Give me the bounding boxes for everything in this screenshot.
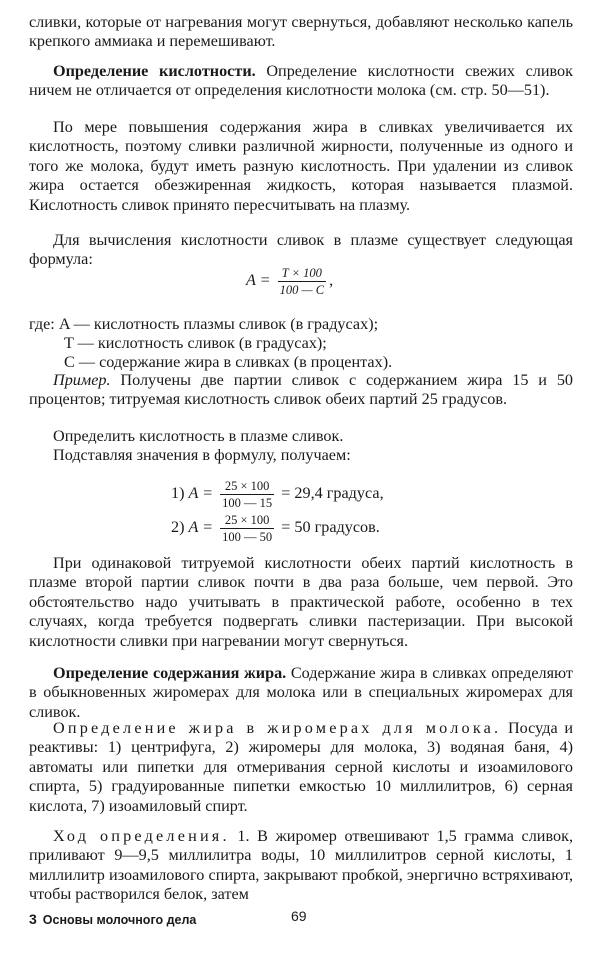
formula-main-numerator: T × 100 <box>278 266 326 282</box>
legend-a: A — кислотность плазмы сливок (в градусах); <box>58 315 379 333</box>
example-label: Пример. <box>53 371 111 389</box>
paragraph-procedure <box>29 827 573 905</box>
paragraph-cream-ammonia: сливки, которые от нагревания могут свернуться, добавляют несколько капель крепкого аммиака и перемешивают. <box>29 13 573 51</box>
heading-fat-in-milk-butyrometers: Определение жира в жиромерах для молока. <box>53 719 502 737</box>
paragraph-substitute: Подставляя значения в формулу, получаем: <box>53 446 351 464</box>
paragraph-example <box>29 371 573 410</box>
heading-acidity: Определение кислотности. <box>53 62 256 80</box>
paragraph-equipment-text: Посуда и реактивы: 1) центрифуга, 2) жиромеры для молока, 3) водяная баня, 4) автоматы или пипетки для отмеривания серной кислоты и изоамилового спирта, 5) градуированные пипетки емкостью 10 миллилитров, 6) серная кислота, 7) изоамиловый спирт. <box>29 719 573 815</box>
paragraph-conclusion: При одинаковой титруемой кислотности обеих партий кислотность в плазме второй партии сливок почти в два раза больше, чем первой. Это обстоятельство надо учитывать в практической работе, особенно в тех случаях, когда требуется подвергать сливки пастеризации. При высокой кислотности сливки при нагревании могут свернуться. <box>29 554 573 650</box>
formula-main-lhs: A = <box>246 271 271 290</box>
legend-t-line: T — кислотность сливок (в градусах); <box>64 334 327 352</box>
heading-procedure: Ход определения. <box>53 827 230 845</box>
formula-main <box>246 266 333 297</box>
footer-signature-title: Основы молочного дела <box>42 913 197 927</box>
formula-2-lhs: A = <box>188 518 214 537</box>
formula-1-lhs: A = <box>188 484 214 503</box>
formula-1-result: = 29,4 градуса, <box>281 484 384 503</box>
legend-prefix: где: <box>29 315 55 333</box>
paragraph-formula-intro: Для вычисления кислотности сливок в плазме существует следующая формула: <box>29 231 573 269</box>
formula-2-fraction <box>220 513 274 544</box>
paragraph-procedure-text: 1. В жиромер отвешивают 1,5 грамма сливок, приливают 9—9,5 миллилитра воды, 10 миллилитров серной кислоты, 1 миллилитр изоамилового спирта, закрывают пробкой, энергично встряхивают, чтобы растворился белок, затем <box>29 827 574 904</box>
footer-signature <box>29 911 196 927</box>
formula-1-denominator: 100 — 15 <box>222 496 273 510</box>
paragraph-plasma-explanation: По мере повышения содержания жира в сливках увеличивается их кислотность, поэтому сливки различной жирности, полученные из одного и того же молока, будут иметь разную кислотность. При удалении из сливок жира остается обезжиренная жидкость, которая называется плазмой. Кислотность сливок принято пересчитывать на плазму. <box>29 118 573 214</box>
formula-main-denominator: 100 — C <box>279 283 325 297</box>
formula-2-label: 2) <box>171 518 185 537</box>
formula-1-fraction <box>220 479 274 510</box>
formula-2-denominator: 100 — 50 <box>222 530 273 544</box>
paragraph-acidity-definition <box>29 62 573 101</box>
formula-1-label: 1) <box>171 484 185 503</box>
heading-fat-content: Определение содержания жира. <box>53 664 287 682</box>
formula-2-numerator: 25 × 100 <box>220 513 274 529</box>
formula-1-numerator: 25 × 100 <box>220 479 274 495</box>
formula-main-suffix: , <box>329 271 334 290</box>
paragraph-task: Определить кислотность в плазме сливок. <box>53 427 344 445</box>
paragraph-acidity-text: Определение кислотности свежих сливок ничем не отличается от определения кислотности молока (см. стр. 50—51). <box>29 62 574 100</box>
paragraph-fat-content-text: Содержание жира в сливках определяют в обыкновенных жиромерах для молока или в специальных жиромерах для сливок. <box>29 664 574 721</box>
formula-2-result: = 50 градусов. <box>281 518 380 537</box>
example-text: Получены две партии сливок с содержанием жира 15 и 50 процентов; титруемая кислотность сливок обеих партий 25 градусов. <box>29 371 574 409</box>
formula-example-2 <box>171 513 380 544</box>
formula-example-1 <box>171 479 384 510</box>
footer-signature-number: 3 <box>29 911 37 927</box>
paragraph-fat-content <box>29 664 573 722</box>
page-number: 69 <box>291 908 307 924</box>
legend-c-line: C — содержание жира в сливках (в процентах). <box>64 353 393 371</box>
legend-a-line <box>29 315 378 334</box>
formula-main-fraction <box>278 266 326 297</box>
paragraph-equipment <box>29 719 573 816</box>
